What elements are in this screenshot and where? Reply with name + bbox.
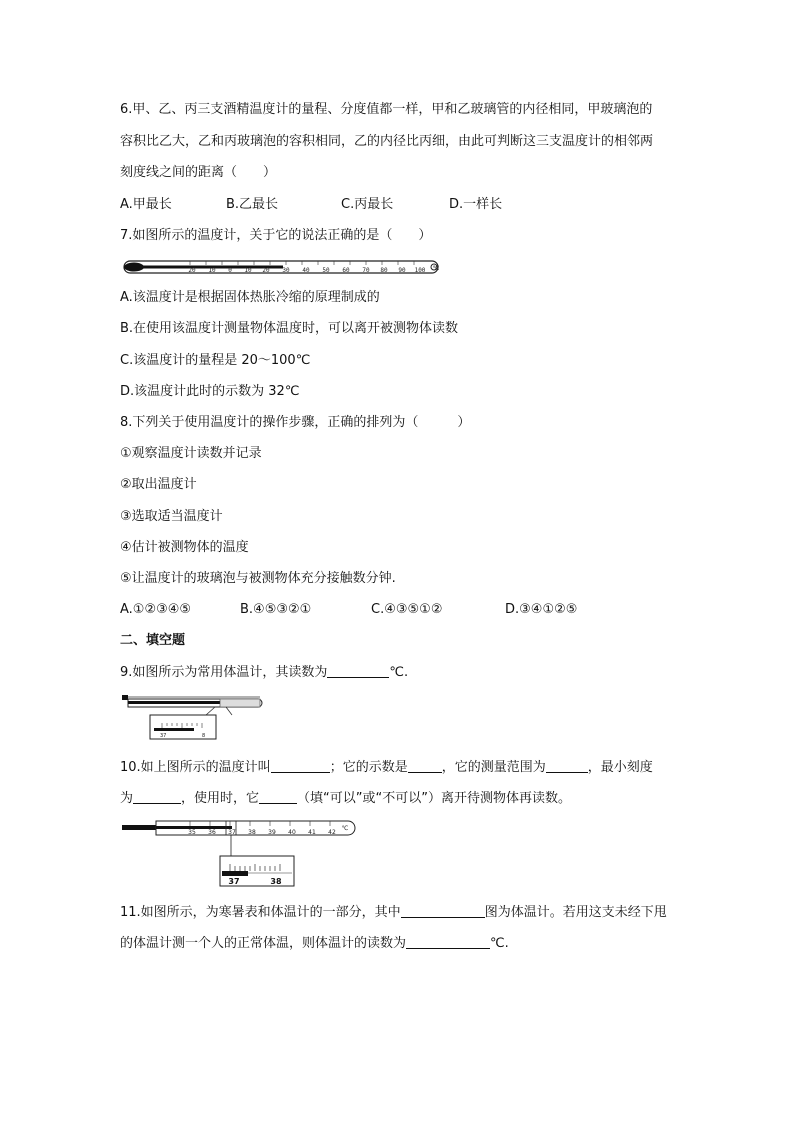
q11-text: ℃. xyxy=(490,936,509,951)
q10-text: ；它的示数是 xyxy=(329,760,408,775)
q10-tick-label: 36 xyxy=(208,829,216,836)
q7-tick-label: 60 xyxy=(342,267,350,274)
q10-blank-name[interactable] xyxy=(271,758,330,773)
q10-unit-label: ℃ xyxy=(341,825,349,832)
q7-tick-label: 10 xyxy=(244,267,252,274)
q7-thermometer-figure xyxy=(120,256,445,278)
q7-option-d: D.该温度计此时的示数为 32℃ xyxy=(120,384,300,399)
q11-line-1 xyxy=(120,903,667,922)
q7-tick-label: 20 xyxy=(262,267,270,274)
q6-option-c: C.丙最长 xyxy=(341,197,394,212)
q10-tick-label: 38 xyxy=(248,829,256,836)
q9-answer-blank[interactable] xyxy=(327,663,389,678)
q7-tick-label: 90 xyxy=(398,267,406,274)
q8-step-3: ③选取适当温度计 xyxy=(120,509,223,524)
q7-stem: 7.如图所示的温度计，关于它的说法正确的是（ ） xyxy=(120,228,432,243)
q7-tick-label: 0 xyxy=(228,267,232,274)
q10-blank-range[interactable] xyxy=(546,758,588,773)
q8-step-2: ②取出温度计 xyxy=(120,477,197,492)
q10-tick-label: 37 xyxy=(228,829,236,836)
q11-blank-figure[interactable] xyxy=(401,903,485,918)
q6-option-b: B.乙最长 xyxy=(226,197,279,212)
q10-text: 为 xyxy=(120,791,134,806)
q8-option-b: B.④⑤③②① xyxy=(240,602,312,617)
q7-unit-label: ℃ xyxy=(432,265,440,272)
q10-text: ，最小刻度 xyxy=(587,760,653,775)
q6-line-3: 刻度线之间的距离（ ） xyxy=(120,165,277,180)
q9-text-before: 9.如图所示为常用体温计，其读数为 xyxy=(120,665,328,680)
q10-tick-label: 41 xyxy=(308,829,316,836)
q6-option-a: A.甲最长 xyxy=(120,197,172,212)
q6-line-1: 6.甲、乙、丙三支酒精温度计的量程、分度值都一样，甲和乙玻璃管的内径相同，甲玻璃泡的 xyxy=(120,102,653,117)
q11-blank-reading[interactable] xyxy=(406,934,490,949)
q6-line-2: 容积比乙大，乙和丙玻璃泡的容积相同，乙的内径比丙细，由此可判断这三支温度计的相邻两 xyxy=(120,134,654,149)
q8-step-5: ⑤让温度计的玻璃泡与被测物体充分接触数分钟. xyxy=(120,571,396,586)
q10-thermometer-figure xyxy=(120,818,356,888)
q8-option-c: C.④③⑤①② xyxy=(371,602,443,617)
q9-text xyxy=(120,663,408,682)
q7-tick-label: 70 xyxy=(362,267,370,274)
q8-stem: 8.下列关于使用温度计的操作步骤，正确的排列为（ ） xyxy=(120,415,471,430)
q7-tick-label: 50 xyxy=(322,267,330,274)
q7-tick-label: 20 xyxy=(188,267,196,274)
q10-zoom-label: 37 xyxy=(228,877,240,886)
q9-zoom-label: 37 xyxy=(160,733,167,739)
q9-zoom-label: 8 xyxy=(202,733,206,739)
q10-text: ，使用时，它 xyxy=(181,791,260,806)
q9-thermometer-figure xyxy=(120,693,272,743)
q8-step-1: ①观察温度计读数并记录 xyxy=(120,446,262,461)
q10-line-2 xyxy=(120,789,571,808)
q10-blank-can-leave[interactable] xyxy=(259,789,297,804)
q8-option-d: D.③④①②⑤ xyxy=(505,602,578,617)
q10-tick-label: 40 xyxy=(288,829,296,836)
q7-tick-label: 100 xyxy=(414,267,426,274)
q10-tick-label: 39 xyxy=(268,829,276,836)
q7-option-b: B.在使用该温度计测量物体温度时，可以离开被测物体读数 xyxy=(120,321,459,336)
q10-line-1 xyxy=(120,758,653,777)
q11-line-2 xyxy=(120,934,509,953)
q7-tick-label: 40 xyxy=(302,267,310,274)
q10-text: （填“可以”或“不可以”）离开待测物体再读数。 xyxy=(297,791,571,806)
q6-option-d: D.一样长 xyxy=(449,197,503,212)
q7-tick-label: 80 xyxy=(380,267,388,274)
q11-text: 图为体温计。若用这支未经下甩 xyxy=(484,905,667,920)
q10-tick-label: 35 xyxy=(188,829,196,836)
q11-text: 11.如图所示，为寒暑表和体温计的一部分，其中 xyxy=(120,905,401,920)
q11-text: 的体温计测一个人的正常体温，则体温计的读数为 xyxy=(120,936,407,951)
q10-blank-division[interactable] xyxy=(133,789,181,804)
q9-text-after: ℃. xyxy=(389,665,409,680)
q8-option-a: A.①②③④⑤ xyxy=(120,602,192,617)
q10-tick-label: 42 xyxy=(328,829,336,836)
q7-tick-label: 30 xyxy=(282,267,290,274)
q10-zoom-label: 38 xyxy=(270,877,282,886)
q7-tick-label: 10 xyxy=(208,267,216,274)
section-title: 二、填空题 xyxy=(120,633,186,648)
q10-blank-reading[interactable] xyxy=(408,758,442,773)
q10-text: ，它的测量范围为 xyxy=(441,760,546,775)
q7-option-a: A.该温度计是根据固体热胀冷缩的原理制成的 xyxy=(120,290,380,305)
q8-step-4: ④估计被测物体的温度 xyxy=(120,540,249,555)
q7-option-c: C.该温度计的量程是 20～100℃ xyxy=(120,353,311,368)
q10-text: 10.如上图所示的温度计叫 xyxy=(120,760,271,775)
